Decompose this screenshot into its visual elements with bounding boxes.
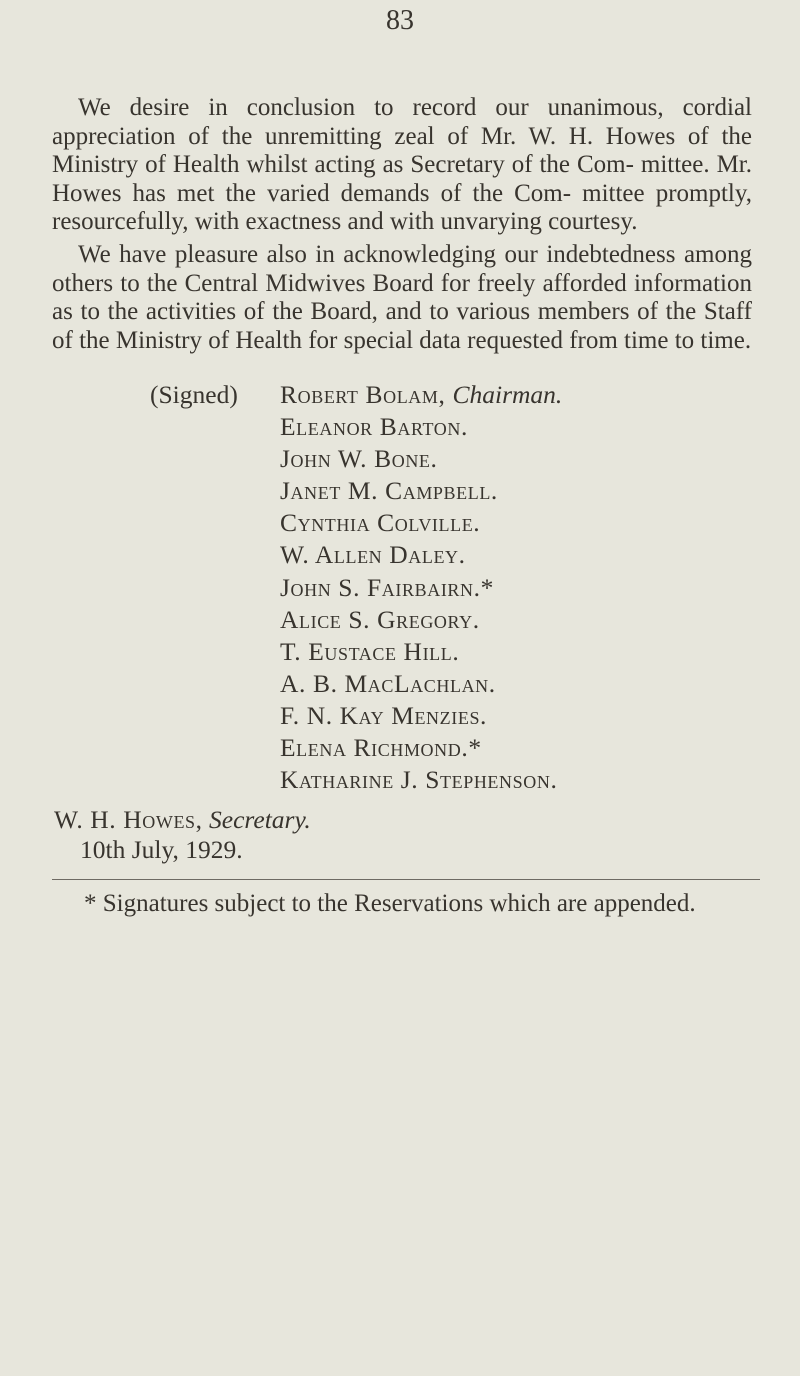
secretary-name: W. H. Howes, xyxy=(54,805,203,834)
footnote: * Signatures subject to the Reservations which are appended. xyxy=(84,890,696,917)
signatory xyxy=(280,637,562,669)
signatory-name: Elena Richmond.* xyxy=(280,733,482,763)
signatory xyxy=(280,412,562,444)
page-number: 83 xyxy=(386,5,414,36)
signatory xyxy=(280,765,562,797)
signatory xyxy=(280,701,562,733)
signatory xyxy=(280,444,562,476)
signatory-name: Janet M. Campbell. xyxy=(280,476,498,506)
secretary-role: Secretary. xyxy=(209,805,311,834)
signatory-name: W. Allen Daley. xyxy=(280,540,466,570)
signatory xyxy=(280,380,562,412)
signatory xyxy=(280,573,562,605)
secretary-line xyxy=(54,805,311,835)
signatory xyxy=(280,733,562,765)
signed-label: (Signed) xyxy=(150,380,238,409)
signatory-name: Robert Bolam, xyxy=(280,380,446,409)
signatory xyxy=(280,476,562,508)
signatory-name: F. N. Kay Menzies. xyxy=(280,700,488,730)
signatory xyxy=(280,605,562,637)
paragraph-acknowledgement-secretary: We desire in conclusion to record our unanimous, cordial appreciation of the unremitting zeal of Mr. W. H. Howes of the Ministry of Health whilst acting as Secretary of the Com- mittee. Mr. Howes has met the varied demands of the Com- mittee promptly, resourcefully, with exactness and with unvarying courtesy. xyxy=(52,94,752,235)
signatory-name: T. Eustace Hill. xyxy=(280,636,460,666)
footnote-divider xyxy=(52,879,760,880)
signatory-name: John W. Bone. xyxy=(280,444,438,474)
signatory xyxy=(280,540,562,572)
paragraph-acknowledgement-board: We have pleasure also in acknowledging our indebtedness among others to the Central Midwives Board for freely afforded information as to the activities of the Board, and to various members of the Staff of the Ministry of Health for special data requested from time to time. xyxy=(52,241,752,354)
signatory xyxy=(280,669,562,701)
signatory-name: Katharine J. Stephenson. xyxy=(280,765,558,795)
signatory-name: Alice S. Gregory. xyxy=(280,604,480,634)
signatory xyxy=(280,508,562,540)
signatory-name: Eleanor Barton. xyxy=(280,412,468,442)
document-date: 10th July, 1929. xyxy=(80,835,243,864)
signatories-list xyxy=(280,380,562,797)
signatory-name: John S. Fairbairn.* xyxy=(280,572,494,602)
signatory-name: Cynthia Colville. xyxy=(280,508,481,538)
signatory-role: Chairman. xyxy=(452,380,563,409)
signatory-name: A. B. MacLachlan. xyxy=(280,668,496,698)
